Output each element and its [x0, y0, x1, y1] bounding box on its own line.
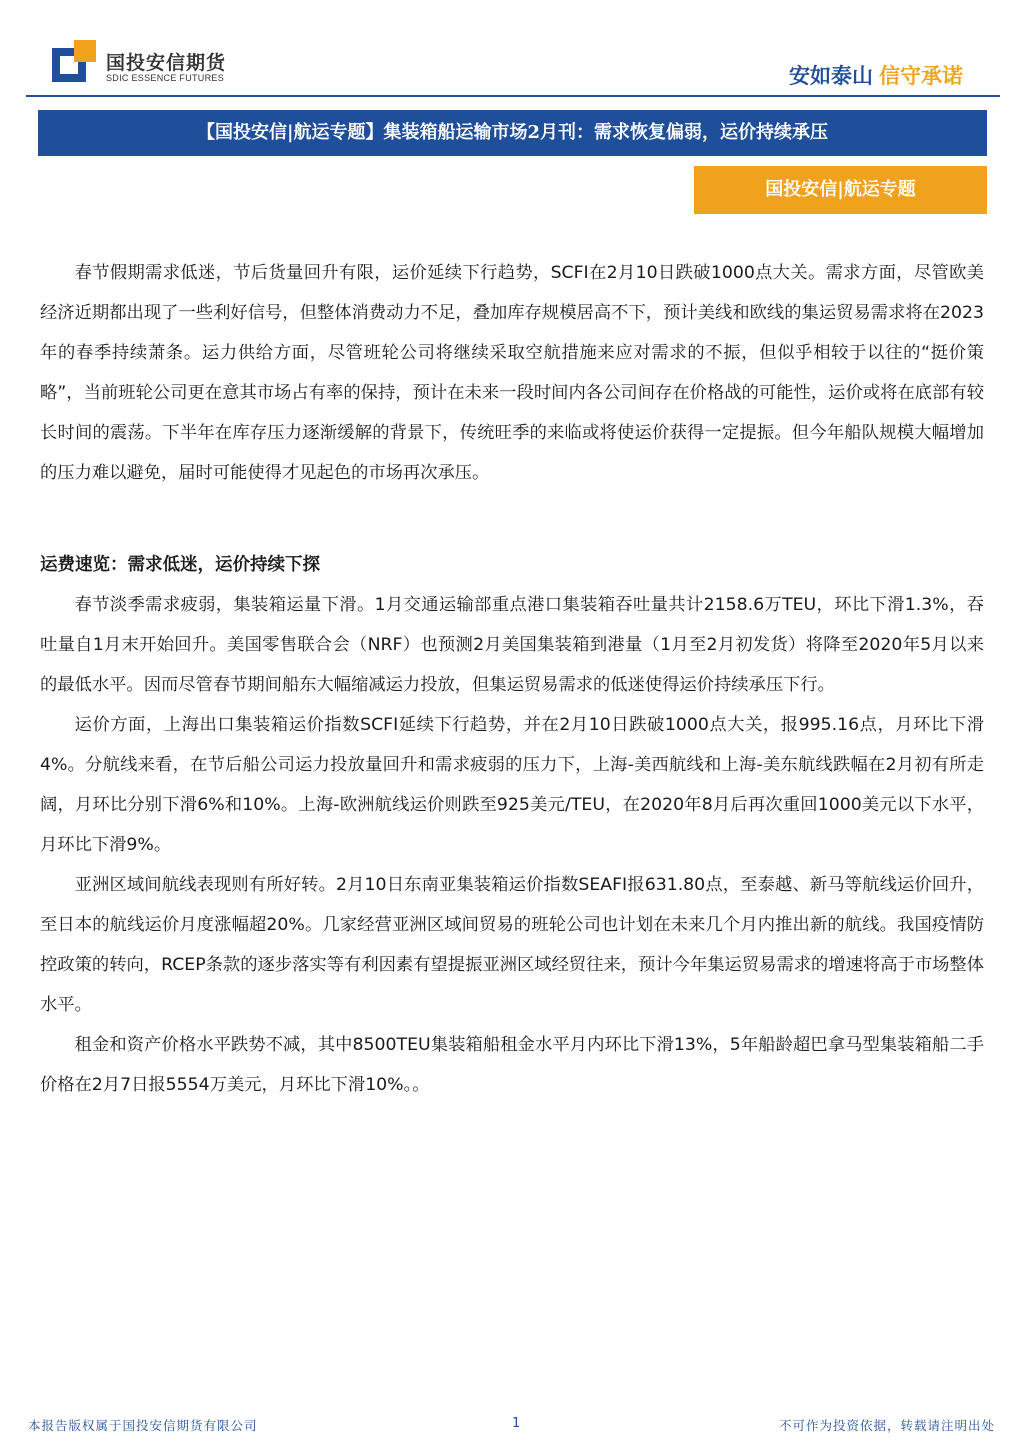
- section-heading: 运费速览：需求低迷，运价持续下探: [40, 555, 320, 575]
- company-logo-icon: [52, 40, 96, 84]
- slogan: [789, 60, 963, 90]
- logo-chinese-name: 国投安信期货: [106, 52, 227, 74]
- body-paragraph: 租金和资产价格水平跌势不减，其中8500TEU集装箱船租金水平月内环比下滑13%，5年船龄超巴拿马型集装箱船二手价格在2月7日报5554万美元，月环比下滑10%。。: [40, 1035, 984, 1095]
- page-header: [0, 0, 1025, 100]
- slogan-part-1: 安如泰山: [789, 64, 873, 88]
- body-paragraph: 运价方面，上海出口集装箱运价指数SCFI延续下行趋势，并在2月10日跌破1000点大关，报995.16点，月环比下滑4%。分航线来看，在节后船公司运力投放量回升和需求疲弱的压力下，上海-美西航线和上海-美东航线跌幅在2月初有所走阔，月环比分别下滑6%和10%。上海-欧洲航线运价则跌至925美元/TEU，在2020年8月后再次重回1000美元以下水平，月环比下滑9%。: [40, 715, 984, 855]
- header-divider: [26, 95, 1000, 97]
- page-number: 1: [512, 1416, 521, 1431]
- page-footer: [0, 1412, 1025, 1450]
- body-paragraph: 亚洲区域间航线表现则有所好转。2月10日东南亚集装箱运价指数SEAFI报631.80点，至泰越、新马等航线运价回升，至日本的航线运价月度涨幅超20%。几家经营亚洲区域间贸易的班轮公司也计划在未来几个月内推出新的航线。我国疫情防控政策的转向，RCEP条款的逐步落实等有利因素有望提振亚洲区域经贸往来，预计今年集运贸易需求的增速将高于市场整体水平。: [40, 875, 984, 1015]
- report-body: [40, 253, 984, 1105]
- body-paragraph: 春节淡季需求疲弱，集装箱运量下滑。1月交通运输部重点港口集装箱吞吐量共计2158.6万TEU，环比下滑1.3%，吞吐量自1月末开始回升。美国零售联合会（NRF）也预测2月美国集装箱到港量（1月至2月初发货）将降至2020年5月以来的最低水平。因而尽管春节期间船东大幅缩减运力投放，但集运贸易需求的低迷使得运价持续承压下行。: [40, 595, 984, 695]
- topic-tag: 国投安信|航运专题: [694, 166, 987, 214]
- slogan-part-2: 信守承诺: [879, 64, 963, 88]
- disclaimer: 不可作为投资依据，转载请注明出处: [778, 1418, 995, 1433]
- report-title: 【国投安信|航运专题】集装箱船运输市场2月刊：需求恢复偏弱，运价持续承压: [38, 110, 987, 156]
- logo-english-name: SDIC ESSENCE FUTURES: [106, 73, 225, 83]
- copyright-notice: 本报告版权属于国投安信期货有限公司: [28, 1418, 258, 1433]
- intro-paragraph: 春节假期需求低迷，节后货量回升有限，运价延续下行趋势，SCFI在2月10日跌破1000点大关。需求方面，尽管欧美经济近期都出现了一些利好信号，但整体消费动力不足，叠加库存规模居高不下，预计美线和欧线的集运贸易需求将在2023年的春季持续萧条。运力供给方面，尽管班轮公司将继续采取空航措施来应对需求的不振，但似乎相较于以往的“挺价策略”，当前班轮公司更在意其市场占有率的保持，预计在未来一段时间内各公司间存在价格战的可能性，运价或将在底部有较长时间的震荡。下半年在库存压力逐渐缓解的背景下，传统旺季的来临或将使运价获得一定提振。但今年船队规模大幅增加的压力难以避免，届时可能使得才见起色的市场再次承压。: [40, 263, 984, 483]
